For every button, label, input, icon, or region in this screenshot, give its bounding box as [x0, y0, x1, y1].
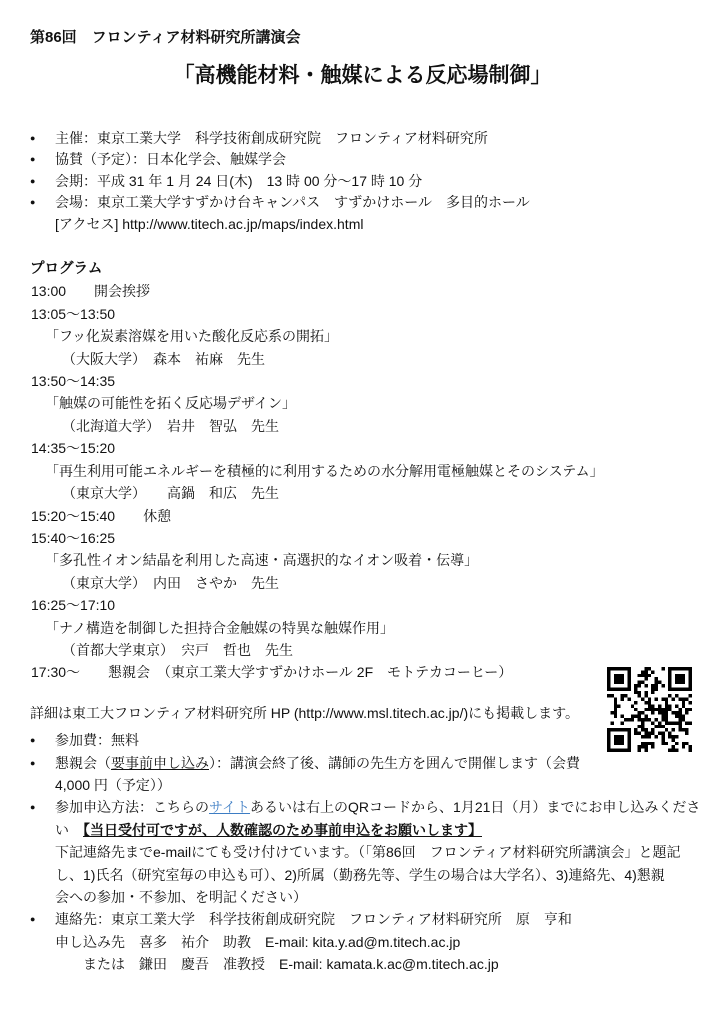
text-segment: 会期：平成 31 年 1 月 24 日(木) 13 時 00 分～17 時 10 分	[55, 172, 423, 189]
program-line: （東京大学） 内田 さやか 先生	[62, 574, 279, 591]
bullet-text	[55, 192, 695, 235]
program-line: 「フッ化炭素溶媒を用いた酸化反応系の開拓」	[45, 328, 339, 345]
text-segment: 会への参加・不参加、を明記ください）	[55, 889, 307, 905]
text-segment: 協賛（予定）：日本化学会、触媒学会	[55, 151, 286, 168]
text-line	[55, 931, 695, 953]
program-line: （大阪大学） 森本 祐麻 先生	[62, 350, 265, 367]
bullet-item	[30, 796, 701, 908]
program-heading: プログラム	[30, 261, 103, 278]
program-line: 「ナノ構造を制御した担持合金触媒の特異な触媒作用」	[45, 619, 395, 636]
bullet-item	[30, 908, 695, 975]
bullet-icon: ●	[30, 175, 36, 186]
text-line	[55, 774, 695, 796]
text-line	[55, 171, 695, 192]
text-line	[55, 214, 695, 235]
text-line	[55, 796, 701, 818]
bullet-item	[30, 128, 695, 149]
text-line	[55, 752, 695, 774]
bullet-text	[55, 149, 695, 170]
program-line: 「触媒の可能性を拓く反応場デザイン」	[45, 395, 297, 412]
bullet-text	[55, 752, 695, 797]
bullet-item	[30, 752, 695, 797]
text-segment: 参加費：無料	[55, 732, 139, 749]
text-line	[55, 128, 695, 149]
bullet-icon: ●	[30, 735, 36, 746]
bullet-icon: ●	[30, 197, 36, 208]
text-line	[55, 149, 695, 170]
text-segment: 参加申込方法：こちらの	[55, 799, 209, 816]
text-line	[55, 819, 695, 841]
program-line: 「再生利用可能エネルギーを積極的に利用するための水分解用電極触媒とそのシステム」	[45, 462, 604, 479]
text-line	[55, 841, 695, 863]
bullet-text	[55, 796, 701, 908]
bullet-item	[30, 171, 695, 192]
bullet-item	[30, 192, 695, 235]
program-line: （北海道大学） 岩井 智弘 先生	[62, 417, 279, 434]
text-segment: い	[55, 821, 83, 838]
program-line: 13:05～13:50	[31, 305, 116, 322]
text-segment: 4,000 円（予定））	[55, 776, 171, 793]
text-line	[55, 908, 695, 930]
program-line: 15:40～16:25	[31, 529, 116, 546]
series-title: 第86回 フロンティア材料研究所講演会	[30, 29, 301, 46]
text-segment: または 鎌田 慶吾 准教授 E-mail: kamata.k.ac@m.titech.ac.jp	[55, 956, 499, 973]
text-line	[55, 192, 695, 213]
text-segment: 主催：東京工業大学 科学技術創成研究院 フロンティア材料研究所	[55, 130, 488, 146]
page-title: 「高機能材料・触媒による反応場制御」	[173, 64, 552, 87]
text-segment: 申し込み先 喜多 祐介 助教 E-mail: kita.y.ad@m.titech.ac.jp	[55, 933, 461, 950]
program-line: 「多孔性イオン結晶を利用した高速・高選択的なイオン吸着・伝導」	[45, 552, 479, 569]
text-segment: ）：講演会終了後、講師の先生方を囲んで開催します（会費	[209, 754, 580, 771]
emphasized-text: 【当日受付可ですが、人数確認のため事前申込をお願いします】	[83, 821, 482, 838]
bullet-text	[55, 729, 695, 751]
text-segment: し、1)氏名（研究室毎の申込も可）、2)所属（勤務先等、学生の場合は大学名）、3)連絡先、4)懇親	[55, 866, 665, 883]
bullet-text	[55, 128, 695, 149]
bullet-text	[55, 171, 695, 192]
text-line	[55, 729, 695, 751]
program-line: （首都大学東京） 宍戸 哲也 先生	[62, 641, 293, 658]
program-line: 15:20～15:40 休憩	[31, 507, 172, 524]
text-segment: [アクセス] http://www.titech.ac.jp/maps/index.html	[55, 215, 364, 232]
text-line	[55, 886, 695, 908]
bullet-icon: ●	[30, 133, 36, 143]
bullet-icon: ●	[30, 154, 36, 165]
program-line: 14:35～15:20	[31, 440, 116, 457]
event-info-list	[30, 128, 695, 235]
text-segment: 下記連絡先までe-mailにても受け付けています。（「第86回 フロンティア材料研究所講演会」と題記	[55, 844, 681, 861]
registration-info-list	[30, 729, 701, 975]
text-segment: あるいは右上のQRコードから、1月21日（月）までにお申し込みくださ	[250, 799, 701, 816]
program-line: （東京大学） 高鍋 和広 先生	[62, 485, 279, 502]
program-line: 16:25～17:10	[31, 597, 116, 614]
text-line	[55, 864, 695, 886]
program-line: 13:50～14:35	[31, 373, 116, 390]
bullet-icon: ●	[30, 757, 36, 768]
program-line: 17:30～ 懇親会 （東京工業大学すずかけホール 2F モトテカコーヒー）	[31, 664, 513, 681]
details-note: 詳細は東工大フロンティア材料研究所 HP (http://www.msl.titech.ac.jp/)にも掲載します。	[30, 704, 580, 721]
bullet-icon: ●	[30, 914, 36, 925]
program-schedule	[30, 280, 695, 683]
text-segment: 連絡先：東京工業大学 科学技術創成研究院 フロンティア材料研究所 原 亨和	[55, 911, 572, 928]
text-line	[55, 953, 695, 975]
text-segment: 懇親会（	[55, 754, 111, 771]
bullet-item	[30, 729, 695, 751]
registration-site-link[interactable]: サイト	[209, 799, 251, 816]
text-segment: 要事前申し込み	[111, 754, 209, 771]
qr-code	[607, 667, 692, 752]
bullet-icon: ●	[30, 802, 36, 813]
bullet-item	[30, 149, 695, 170]
text-segment: 会場：東京工業大学すずかけ台キャンパス すずかけホール 多目的ホール	[55, 194, 530, 211]
program-line: 13:00 開会挨拶	[31, 283, 151, 300]
bullet-text	[55, 908, 695, 975]
